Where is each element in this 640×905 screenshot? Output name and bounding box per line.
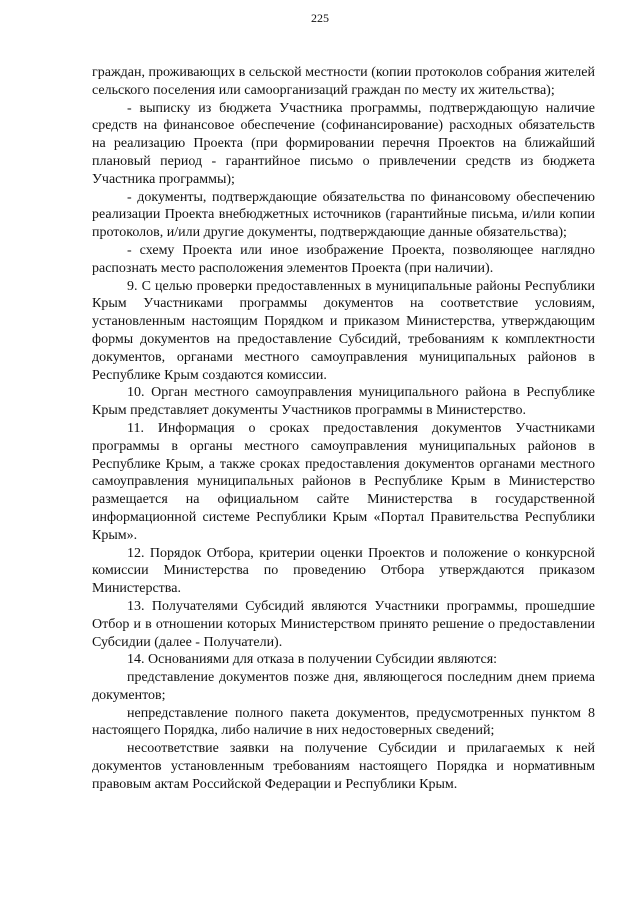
paragraph-refusal-noncompliance: несоответствие заявки на получение Субсидии и прилагаемых к ней документов установленным требованиям настоящего Порядка и нормативным правовым актам Российской Федерации и Республики Крым. (92, 741, 595, 792)
paragraph-refusal-incomplete-package: непредставление полного пакета документов, предусмотренных пунктом 8 настоящего Порядка, либо наличие в них недостоверных сведений; (92, 705, 595, 739)
paragraph-item-12: 12. Порядок Отбора, критерии оценки Проектов и положение о конкурсной комиссии Министерства по проведению Отбора утверждаются приказом Министерства. (92, 545, 595, 597)
document-body (92, 64, 595, 794)
paragraph-item-9: 9. С целью проверки предоставленных в муниципальные районы Республики Крым Участниками программы документов на соответствие условиям, установленным настоящим Порядком и приказом Министерства, утверждающим формы документов на предоставление Субсидий, требованиям к комплектности документов, органами местного самоуправления муниципальных районов в Республике Крым создаются комиссии. (92, 278, 595, 383)
paragraph-project-scheme: - схему Проекта или иное изображение Проекта, позволяющее наглядно распознать место расположения элементов Проекта (при наличии). (92, 242, 595, 276)
page-number: 225 (311, 11, 329, 25)
paragraph-item-13: 13. Получателями Субсидий являются Участники программы, прошедшие Отбор и в отношении которых Министерством принято решение о предоставлении Субсидии (далее - Получатели). (92, 598, 595, 650)
paragraph-item-14: 14. Основаниями для отказа в получении Субсидии являются: (127, 652, 498, 668)
paragraph-item-11: 11. Информация о сроках предоставления документов Участниками программы в органы местного самоуправления муниципальных районов в Республике Крым, а также сроках предоставления документов органами местного самоуправления муниципальных районов в Республике Крым в Министерство размещается на официальном сайте Министерства в государственной информационной системе Республики Крым «Портал Правительства Республики Крым». (92, 420, 595, 543)
paragraph-continuation: граждан, проживающих в сельской местности (копии протоколов собрания жителей сельского поселения или самоорганизаций граждан по месту их жительства); (92, 65, 595, 98)
paragraph-refusal-late-submission: представление документов позже дня, являющегося последним днем приема документов; (92, 670, 595, 703)
paragraph-extrabudgetary-documents: - документы, подтверждающие обязательства по финансовому обеспечению реализации Проекта внебюджетных источников (гарантийные письма, и/или копии протоколов, и/или другие документы, подтверждающие данные обязательства); (92, 189, 595, 241)
paragraph-item-10: 10. Орган местного самоуправления муниципального района в Республике Крым представляет документы Участников программы в Министерство. (92, 385, 595, 419)
paragraph-budget-extract: - выписку из бюджета Участника программы, подтверждающую наличие средств на финансовое обеспечение (софинансирование) расходных обязательств на реализацию Проекта (при формировании перечня Проектов на ближайший плановый период - гарантийное письмо о привлечении средств из бюджета Участника программы); (92, 100, 595, 187)
